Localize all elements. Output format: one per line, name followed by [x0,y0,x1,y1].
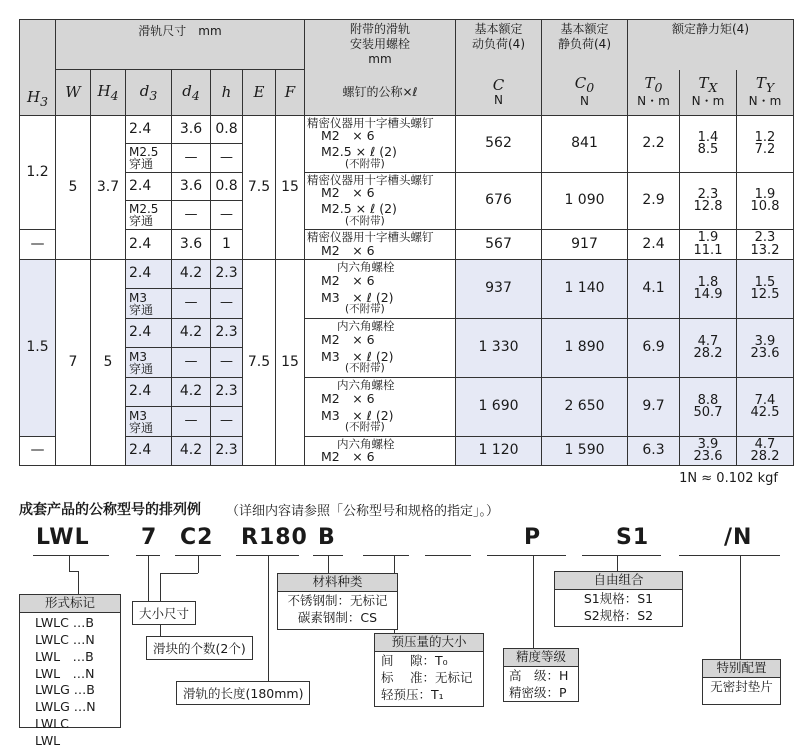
header-d3: $d_3$ [126,70,172,116]
code-precision: P [524,525,542,550]
example-title: 成套产品的公称型号的排列例 [19,502,201,518]
header-moment: 额定静力矩(4) [628,20,794,70]
underline [363,555,409,556]
underline [33,555,109,556]
header-C0: $C_0$ N [542,70,628,116]
rail-length-box: 滑轨的长度(180mm) [176,681,310,705]
connector [740,555,741,659]
code-special: /N [724,525,753,550]
underline [425,555,471,556]
header-TX: $T_X$ N・m [680,70,737,116]
header-d4: $d_4$ [172,70,211,116]
connector [328,555,329,573]
table-row: 2.4 3.6 0.8 精密仪器用十字槽头螺钉 M2 × 6 676 1 090 2.9 2.3 12.8 1.9 10.8 [20,173,794,201]
connector [160,573,198,574]
special-config-box: 特别配置 无密封垫片 [702,659,781,705]
connector [78,571,79,594]
form-code-box: 形式标记 LWLC …B LWLC …N LWL …B LWL …N LWLG …B LWLG …N LWLC LWL [19,594,121,728]
header-F: F [276,70,305,116]
connector [268,555,269,681]
code-series: LWL [36,525,90,550]
code-blocks: C2 [180,525,214,550]
table-row: M3 穿通 — — M3 × ℓ (2) (不附带) [20,348,794,378]
underline [487,555,566,556]
header-h: h [211,70,243,116]
table-row: M3 穿通 — — M3 × ℓ (2) (不附带) [20,289,794,319]
table-row: 1.2 5 3.7 2.4 3.6 0.8 7.5 15 精密仪器用十字槽头螺钉 M2 × 6 562 841 2.2 1.4 8.5 1.2 7.2 [20,116,794,144]
connector [198,555,199,573]
underline [679,555,780,556]
example-note: （详细内容请参照「公称型号和规格的指定」。） [226,504,500,519]
header-rail-size: 滑轨尺寸 mm [56,20,305,70]
connector [69,571,78,572]
header-E: E [243,70,276,116]
code-length: R180 [241,525,308,550]
header-C: C N [456,70,542,116]
block-count-box: 滑块的个数(2个) [146,636,253,660]
preload-box: 预压量的大小 间 隙：T₀ 标 准：无标记 轻预压：T₁ [374,633,484,707]
header-T0: $T_0$ N・m [628,70,680,116]
connector [533,555,534,648]
header-bolt-sub: 螺钉的公称×ℓ [305,70,456,116]
table-row: M2.5 穿通 — — M2.5 × ℓ (2) (不附带) [20,144,794,173]
table-row: M2.5 穿通 — — M2.5 × ℓ (2) (不附带) [20,201,794,230]
material-box: 材料种类 不锈钢制：无标记 碳素钢制：CS [277,573,398,630]
unit-conversion-note: 1N ≈ 0.102 kgf [679,471,778,486]
header-H4: $H_4$ [91,70,126,116]
code-combination: S1 [616,525,650,550]
header-H3: $H_3$ [20,20,56,116]
combination-box: 自由组合 S1规格：S1 S2规格：S2 [554,571,683,627]
table-row: — 2.4 4.2 2.3 内六角螺栓 M2 × 6 1 120 1 590 6.3 3.9 23.6 4.7 28.2 [20,437,794,466]
header-bolt: 附带的滑轨 安装用螺栓 mm [305,20,456,70]
size-box: 大小尺寸 [132,601,196,625]
underline [582,555,661,556]
code-material: B [318,525,336,550]
header-static-load: 基本额定 静负荷(4) [542,20,628,70]
connector [148,555,149,601]
table-row: 2.4 4.2 2.3 内六角螺栓 M2 × 6 1 690 2 650 9.7 8.8 50.7 7.4 42.5 [20,378,794,407]
precision-box: 精度等级 高 级：H 精密级：P [503,648,579,702]
connector [69,555,70,571]
table-row: — 2.4 3.6 1 精密仪器用十字槽头螺钉 M2 × 6 567 917 2.4 1.9 11.1 2.3 13.2 [20,230,794,260]
header-TY: $T_Y$ N・m [737,70,794,116]
header-dynamic-load: 基本额定 动负荷(4) [456,20,542,70]
table-row: 1.5 7 5 2.4 4.2 2.3 7.5 15 内六角螺栓 M2 × 6 937 1 140 4.1 1.8 14.9 1.5 12.5 [20,260,794,289]
connector [617,555,618,571]
table-row: M3 穿通 — — M3 × ℓ (2) (不附带) [20,407,794,437]
code-size: 7 [141,525,158,550]
spec-table [19,19,794,466]
header-W: W [56,70,91,116]
table-row: 2.4 4.2 2.3 内六角螺栓 M2 × 6 1 330 1 890 6.9 4.7 28.2 3.9 23.6 [20,319,794,348]
